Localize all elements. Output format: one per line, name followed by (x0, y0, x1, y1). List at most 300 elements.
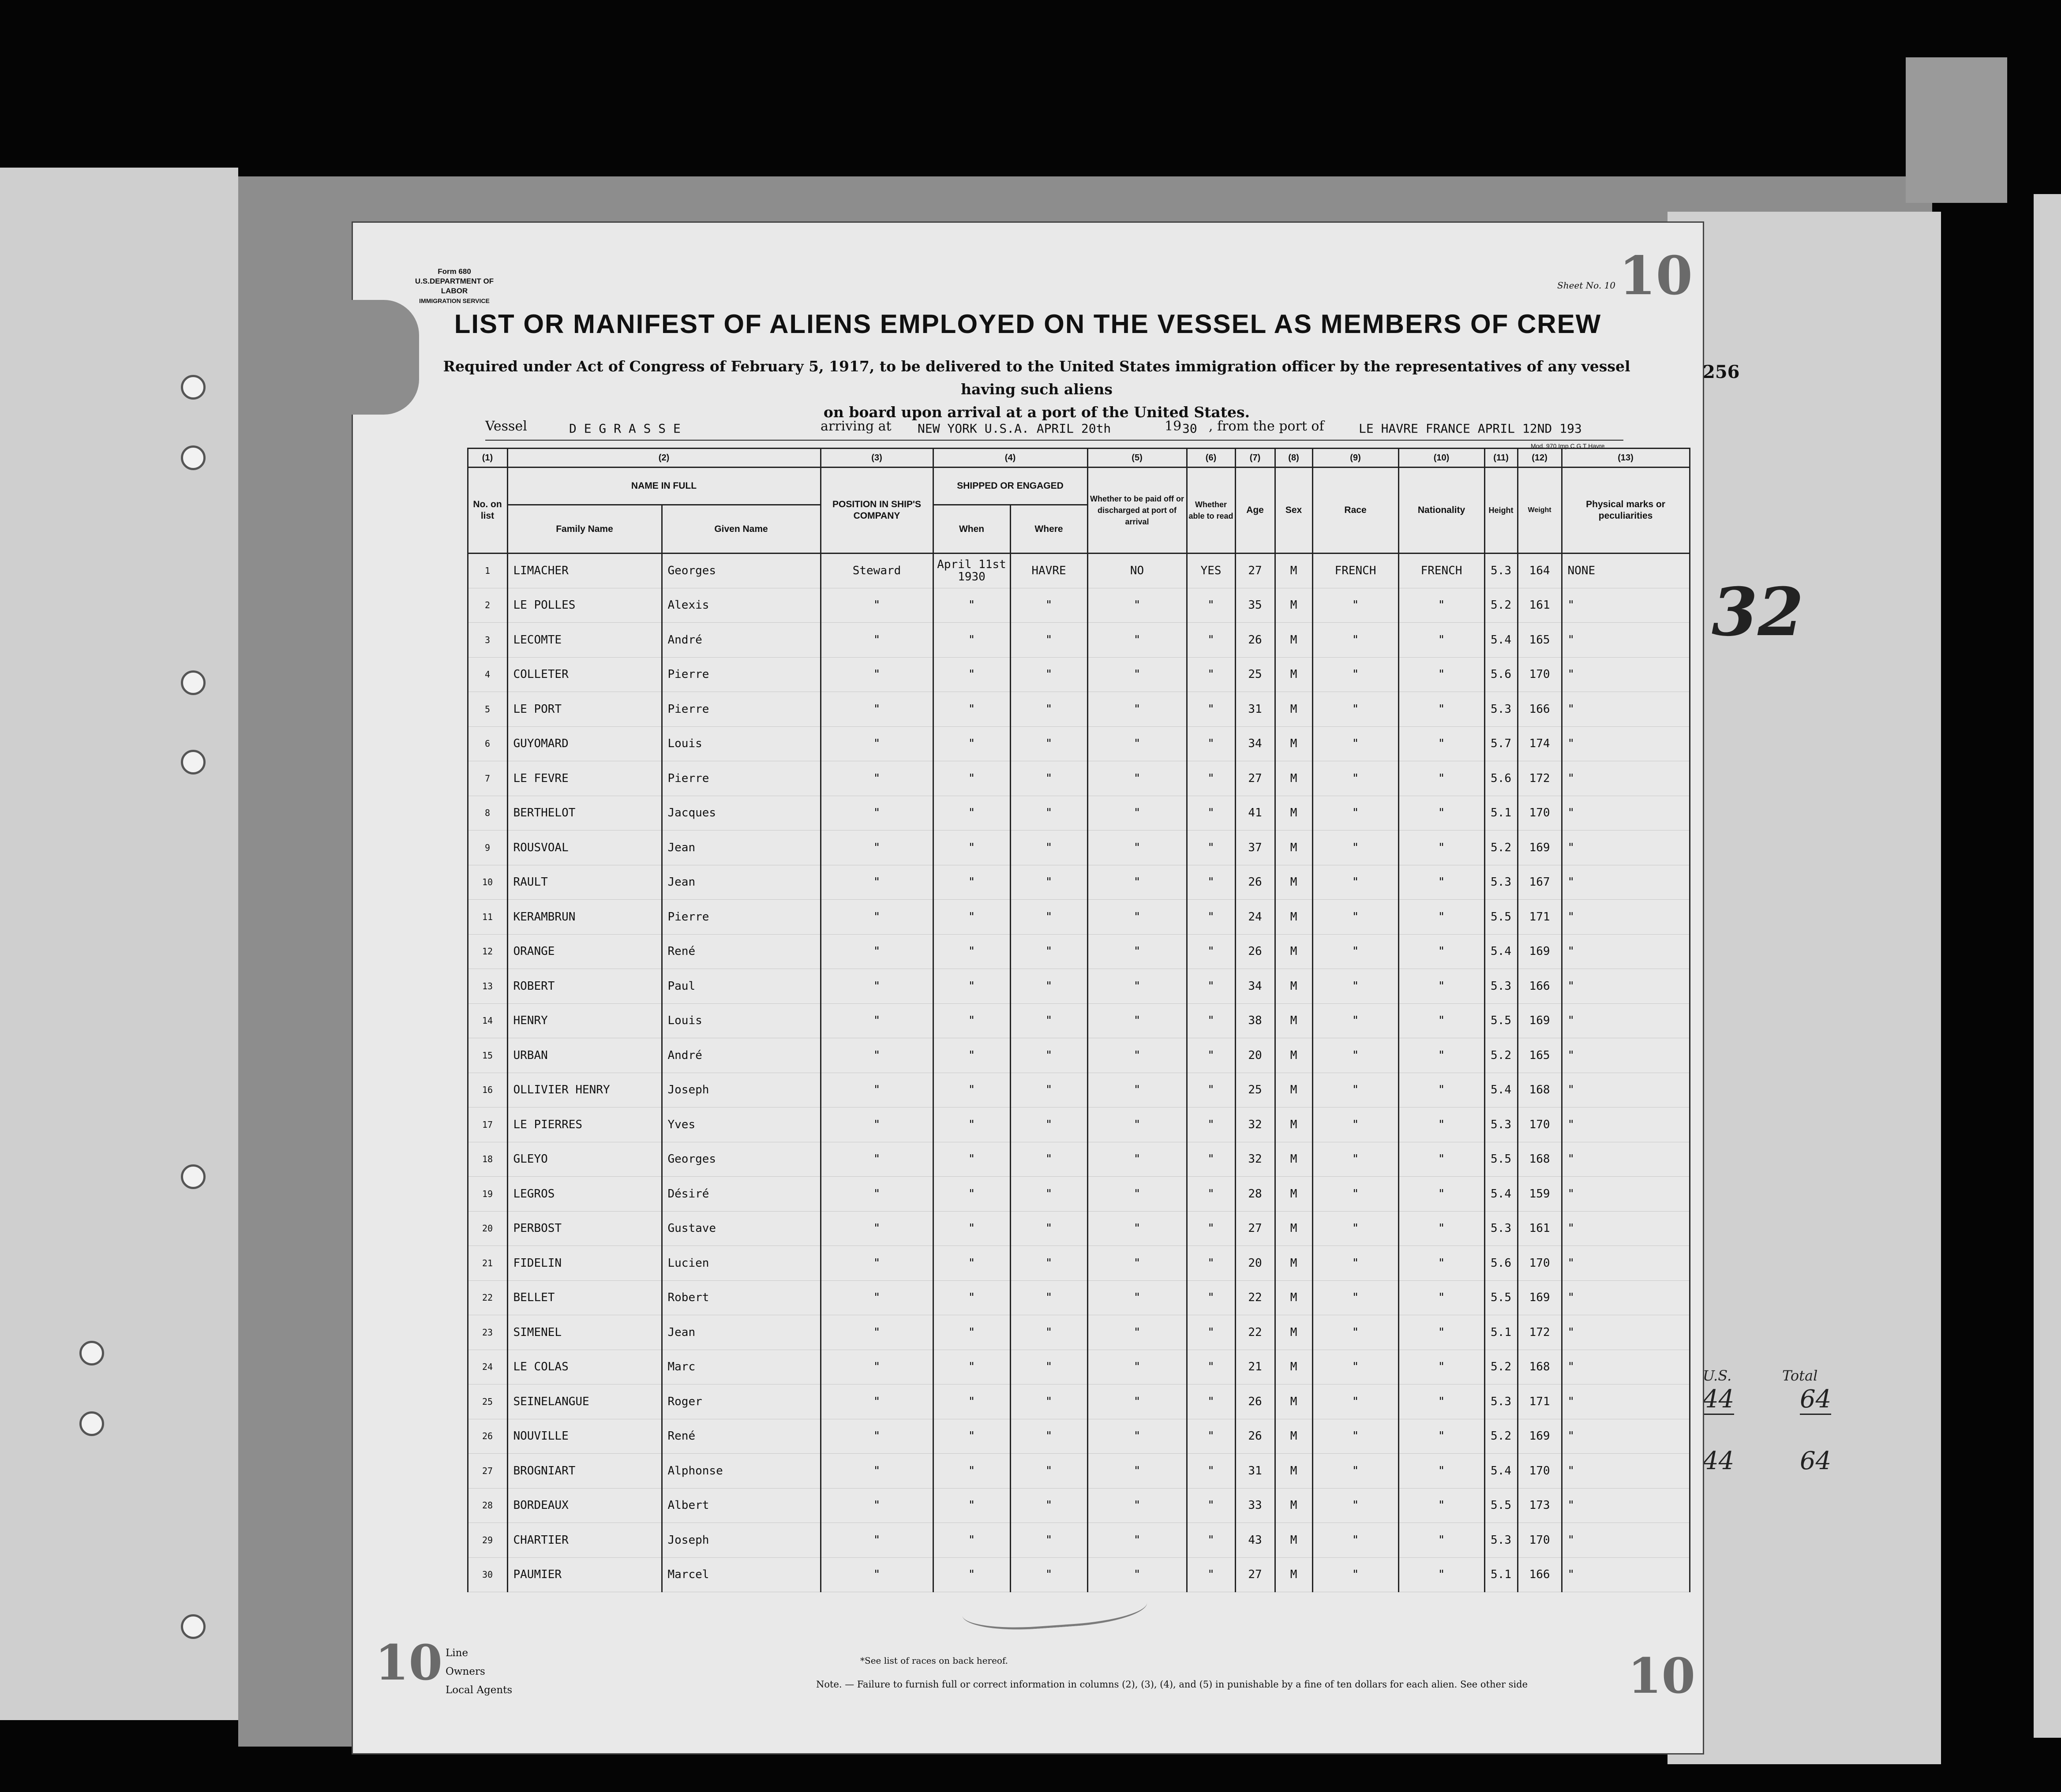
table-row (379, 1454, 1690, 1489)
background-strip (1906, 57, 2007, 203)
row-number: 25 (468, 1384, 507, 1419)
family-name: URBAN (507, 1038, 662, 1073)
sex: M (1275, 692, 1312, 727)
shipped-where: " (1010, 1211, 1087, 1246)
position: " (821, 1488, 933, 1523)
col-num: (13) (1562, 449, 1690, 468)
shipped-when: " (933, 657, 1010, 692)
fine-note: Note. — Failure to furnish full or correct information in columns (2), (3), (4), and (5) in punishable by a fine of ten dollars for each alien. See other side (816, 1679, 1528, 1690)
height: 5.5 (1484, 900, 1518, 935)
blank-margin-cell (379, 1003, 468, 1038)
row-number: 26 (468, 1419, 507, 1454)
table-row (379, 1038, 1690, 1073)
position: " (821, 761, 933, 796)
weight: 170 (1518, 1107, 1562, 1142)
nationality: " (1398, 1107, 1484, 1142)
blank-margin-cell (379, 1280, 468, 1315)
race: " (1312, 796, 1398, 831)
shipped-when: " (933, 865, 1010, 900)
weight: 170 (1518, 1454, 1562, 1489)
sex: M (1275, 623, 1312, 658)
stamp-number: 256 (1703, 362, 1740, 382)
able-to-read: YES (1187, 554, 1235, 588)
shipped-where: " (1010, 623, 1087, 658)
weight: 168 (1518, 1142, 1562, 1177)
sex: M (1275, 1211, 1312, 1246)
shipped-where: " (1010, 1488, 1087, 1523)
position: " (821, 1384, 933, 1419)
weight: 169 (1518, 934, 1562, 969)
able-to-read: " (1187, 1315, 1235, 1350)
able-to-read: " (1187, 726, 1235, 761)
physical-marks: " (1562, 726, 1690, 761)
total-count-2: 64 (1800, 1447, 1832, 1475)
blank-margin-cell (379, 1454, 468, 1489)
crew-manifest-table (379, 448, 1690, 1592)
height: 5.2 (1484, 831, 1518, 865)
nationality: " (1398, 1038, 1484, 1073)
physical-marks: " (1562, 934, 1690, 969)
weight: 172 (1518, 1315, 1562, 1350)
shipped-where: " (1010, 1523, 1087, 1558)
row-number: 7 (468, 761, 507, 796)
table-row (379, 1384, 1690, 1419)
race: " (1312, 831, 1398, 865)
position: " (821, 1350, 933, 1384)
table-body (379, 554, 1690, 1592)
paid-off: " (1087, 1177, 1187, 1212)
family-name: LE PORT (507, 692, 662, 727)
able-to-read: " (1187, 588, 1235, 623)
nationality: " (1398, 1454, 1484, 1489)
sex: M (1275, 969, 1312, 1004)
height: 5.7 (1484, 726, 1518, 761)
shipped-when: " (933, 934, 1010, 969)
row-number: 16 (468, 1073, 507, 1107)
height: 5.3 (1484, 692, 1518, 727)
sex: M (1275, 761, 1312, 796)
height: 5.5 (1484, 1280, 1518, 1315)
family-name: BORDEAUX (507, 1488, 662, 1523)
shipped-where: " (1010, 969, 1087, 1004)
shipped-where: " (1010, 657, 1087, 692)
family-name: PERBOST (507, 1211, 662, 1246)
blank-margin-column (379, 449, 468, 554)
shipped-where: " (1010, 1177, 1087, 1212)
total-label: Total (1782, 1367, 1818, 1384)
race: " (1312, 726, 1398, 761)
family-name: OLLIVIER HENRY (507, 1073, 662, 1107)
physical-marks: " (1562, 1211, 1690, 1246)
printer-note: Mod. 970 Imp C G T Havre (1531, 442, 1605, 449)
race: " (1312, 900, 1398, 935)
given-name: Jean (662, 831, 821, 865)
family-name: COLLETER (507, 657, 662, 692)
nationality: " (1398, 1523, 1484, 1558)
height: 5.1 (1484, 796, 1518, 831)
paid-off: " (1087, 1211, 1187, 1246)
row-number: 23 (468, 1315, 507, 1350)
sheet-number-label (1557, 280, 1615, 291)
physical-marks: " (1562, 1454, 1690, 1489)
row-number: 9 (468, 831, 507, 865)
physical-marks: " (1562, 692, 1690, 727)
header-age: Age (1235, 468, 1275, 554)
us-count: 44 (1703, 1385, 1734, 1415)
physical-marks: " (1562, 1003, 1690, 1038)
nationality: " (1398, 1315, 1484, 1350)
col-num: (1) (468, 449, 507, 468)
line-label: Line (446, 1647, 468, 1659)
race: " (1312, 1177, 1398, 1212)
height: 5.2 (1484, 588, 1518, 623)
blank-margin-cell (379, 761, 468, 796)
blank-margin-cell (379, 796, 468, 831)
height: 5.4 (1484, 1073, 1518, 1107)
table-row (379, 588, 1690, 623)
row-number: 28 (468, 1488, 507, 1523)
given-name: Jacques (662, 796, 821, 831)
position: " (821, 900, 933, 935)
race: " (1312, 1315, 1398, 1350)
position: " (821, 1003, 933, 1038)
row-number: 17 (468, 1107, 507, 1142)
height: 5.3 (1484, 554, 1518, 588)
age: 22 (1235, 1315, 1275, 1350)
sex: M (1275, 1073, 1312, 1107)
height: 5.3 (1484, 969, 1518, 1004)
row-number: 24 (468, 1350, 507, 1384)
nationality: " (1398, 796, 1484, 831)
physical-marks: " (1562, 1557, 1690, 1592)
age: 31 (1235, 1454, 1275, 1489)
age: 27 (1235, 761, 1275, 796)
age: 38 (1235, 1003, 1275, 1038)
sheet-number-stamp-bottom: 10 (375, 1634, 443, 1691)
family-name: LIMACHER (507, 554, 662, 588)
blank-margin-cell (379, 1142, 468, 1177)
manifest-page (353, 223, 1703, 1753)
table-row (379, 865, 1690, 900)
family-name: SIMENEL (507, 1315, 662, 1350)
position: " (821, 934, 933, 969)
able-to-read: " (1187, 969, 1235, 1004)
row-number: 19 (468, 1177, 507, 1212)
paid-off: " (1087, 1073, 1187, 1107)
able-to-read: " (1187, 1384, 1235, 1419)
race: " (1312, 1454, 1398, 1489)
shipped-when: " (933, 1557, 1010, 1592)
table-row (379, 1003, 1690, 1038)
nationality: " (1398, 657, 1484, 692)
col-num: (11) (1484, 449, 1518, 468)
physical-marks: " (1562, 761, 1690, 796)
shipped-where: " (1010, 1142, 1087, 1177)
paid-off: NO (1087, 554, 1187, 588)
nationality: " (1398, 1246, 1484, 1281)
weight: 170 (1518, 657, 1562, 692)
position: " (821, 657, 933, 692)
given-name: Georges (662, 554, 821, 588)
sex: M (1275, 1246, 1312, 1281)
nationality: " (1398, 692, 1484, 727)
able-to-read: " (1187, 831, 1235, 865)
binder-hole (181, 1164, 206, 1189)
race: " (1312, 865, 1398, 900)
position: " (821, 623, 933, 658)
race: " (1312, 1038, 1398, 1073)
physical-marks: " (1562, 831, 1690, 865)
race: " (1312, 1523, 1398, 1558)
header-able-to-read: Whether able to read (1187, 468, 1235, 554)
family-name: LECOMTE (507, 623, 662, 658)
race: " (1312, 934, 1398, 969)
shipped-when: " (933, 1003, 1010, 1038)
position: " (821, 1246, 933, 1281)
weight: 168 (1518, 1073, 1562, 1107)
age: 26 (1235, 1419, 1275, 1454)
family-name: CHARTIER (507, 1523, 662, 1558)
binder-hole (181, 375, 206, 400)
family-name: LE PIERRES (507, 1107, 662, 1142)
sex: M (1275, 796, 1312, 831)
age: 25 (1235, 1073, 1275, 1107)
paid-off: " (1087, 692, 1187, 727)
nationality: " (1398, 761, 1484, 796)
race: " (1312, 588, 1398, 623)
header-when: When (933, 505, 1010, 554)
age: 25 (1235, 657, 1275, 692)
nationality: " (1398, 1488, 1484, 1523)
family-name: GUYOMARD (507, 726, 662, 761)
sex: M (1275, 1315, 1312, 1350)
height: 5.3 (1484, 1211, 1518, 1246)
blank-margin-cell (379, 1246, 468, 1281)
binder-hole (181, 670, 206, 695)
given-name: Louis (662, 1003, 821, 1038)
sex: M (1275, 900, 1312, 935)
given-name: Jean (662, 865, 821, 900)
table-row (379, 623, 1690, 658)
given-name: André (662, 623, 821, 658)
shipped-when: " (933, 1384, 1010, 1419)
shipped-where: " (1010, 588, 1087, 623)
table-row (379, 1280, 1690, 1315)
table-row (379, 692, 1690, 727)
row-number: 30 (468, 1557, 507, 1592)
row-number: 29 (468, 1523, 507, 1558)
weight: 161 (1518, 1211, 1562, 1246)
shipped-where: " (1010, 1280, 1087, 1315)
weight: 170 (1518, 1523, 1562, 1558)
given-name: Pierre (662, 761, 821, 796)
family-name: LE POLLES (507, 588, 662, 623)
paid-off: " (1087, 934, 1187, 969)
position: " (821, 831, 933, 865)
shipped-where: HAVRE (1010, 554, 1087, 588)
given-name: Paul (662, 969, 821, 1004)
position: " (821, 1107, 933, 1142)
header-shipped-engaged: SHIPPED OR ENGAGED (933, 468, 1087, 505)
nationality: " (1398, 831, 1484, 865)
header-race: Race (1312, 468, 1398, 554)
header-weight: Weight (1518, 468, 1562, 554)
physical-marks: " (1562, 588, 1690, 623)
nationality: " (1398, 726, 1484, 761)
height: 5.4 (1484, 623, 1518, 658)
position: " (821, 1454, 933, 1489)
race-note: *See list of races on back hereof. (860, 1655, 1008, 1666)
sheet-number-stamp: 10 (1619, 245, 1693, 307)
header-no-on-list: No. on list (468, 468, 507, 554)
table-row (379, 1246, 1690, 1281)
sex: M (1275, 1280, 1312, 1315)
paid-off: " (1087, 1350, 1187, 1384)
age: 24 (1235, 900, 1275, 935)
given-name: Albert (662, 1488, 821, 1523)
shipped-when: " (933, 1073, 1010, 1107)
sex: M (1275, 865, 1312, 900)
table-row (379, 796, 1690, 831)
age: 33 (1235, 1488, 1275, 1523)
given-name: Lucien (662, 1246, 821, 1281)
vessel-label: Vessel (485, 419, 527, 434)
header-position: POSITION IN SHIP'S COMPANY (821, 468, 933, 554)
paid-off: " (1087, 831, 1187, 865)
nationality: " (1398, 1419, 1484, 1454)
paid-off: " (1087, 1557, 1187, 1592)
sheet-value: 10 (1604, 280, 1616, 291)
owners-label: Owners (446, 1666, 485, 1677)
row-number: 1 (468, 554, 507, 588)
shipped-when: " (933, 796, 1010, 831)
given-name: Georges (662, 1142, 821, 1177)
weight: 174 (1518, 726, 1562, 761)
header-sex: Sex (1275, 468, 1312, 554)
sheet-number-stamp-bottom-right: 10 (1628, 1647, 1696, 1704)
paid-off: " (1087, 1038, 1187, 1073)
header-where: Where (1010, 505, 1087, 554)
margin-number: 32 (1712, 573, 1804, 651)
total-count: 64 (1800, 1385, 1831, 1415)
position: " (821, 1419, 933, 1454)
shipped-where: " (1010, 865, 1087, 900)
able-to-read: " (1187, 1211, 1235, 1246)
given-name: Louis (662, 726, 821, 761)
family-name: FIDELIN (507, 1246, 662, 1281)
weight: 169 (1518, 1280, 1562, 1315)
sex: M (1275, 1523, 1312, 1558)
row-number: 2 (468, 588, 507, 623)
family-name: RAULT (507, 865, 662, 900)
shipped-where: " (1010, 1038, 1087, 1073)
service-name: IMMIGRATION SERVICE (419, 297, 490, 304)
blank-margin-cell (379, 831, 468, 865)
table-header (379, 449, 1690, 554)
given-name: Yves (662, 1107, 821, 1142)
table-row (379, 1073, 1690, 1107)
race: " (1312, 1107, 1398, 1142)
table-row (379, 657, 1690, 692)
age: 43 (1235, 1523, 1275, 1558)
given-name: Roger (662, 1384, 821, 1419)
position: " (821, 692, 933, 727)
blank-margin-cell (379, 1384, 468, 1419)
table-row (379, 554, 1690, 588)
arriving-label: arriving at (821, 419, 892, 434)
paid-off: " (1087, 761, 1187, 796)
paid-off: " (1087, 1003, 1187, 1038)
shipped-when: " (933, 1211, 1010, 1246)
blank-margin-cell (379, 692, 468, 727)
paid-off: " (1087, 1107, 1187, 1142)
table-row (379, 831, 1690, 865)
able-to-read: " (1187, 1419, 1235, 1454)
race: " (1312, 1142, 1398, 1177)
able-to-read: " (1187, 692, 1235, 727)
able-to-read: " (1187, 1280, 1235, 1315)
family-name: ROUSVOAL (507, 831, 662, 865)
col-num: (5) (1087, 449, 1187, 468)
sex: M (1275, 1488, 1312, 1523)
row-number: 18 (468, 1142, 507, 1177)
blank-margin-cell (379, 657, 468, 692)
position: " (821, 726, 933, 761)
paid-off: " (1087, 796, 1187, 831)
race: " (1312, 1211, 1398, 1246)
table-row (379, 1315, 1690, 1350)
shipped-where: " (1010, 796, 1087, 831)
sex: M (1275, 1142, 1312, 1177)
family-name: KERAMBRUN (507, 900, 662, 935)
form-number: Form 680 (438, 267, 471, 276)
shipped-when: " (933, 1246, 1010, 1281)
weight: 171 (1518, 900, 1562, 935)
header-name-in-full: NAME IN FULL (507, 468, 821, 505)
height: 5.3 (1484, 1523, 1518, 1558)
given-name: André (662, 1038, 821, 1073)
height: 5.3 (1484, 1384, 1518, 1419)
shipped-when: " (933, 900, 1010, 935)
race: " (1312, 623, 1398, 658)
able-to-read: " (1187, 761, 1235, 796)
shipped-where: " (1010, 1384, 1087, 1419)
table-row (379, 1107, 1690, 1142)
position: " (821, 796, 933, 831)
age: 35 (1235, 588, 1275, 623)
height: 5.5 (1484, 1488, 1518, 1523)
family-name: BROGNIART (507, 1454, 662, 1489)
page-subtitle (432, 355, 1641, 424)
given-name: Joseph (662, 1523, 821, 1558)
binder-hole (181, 445, 206, 470)
nationality: " (1398, 1384, 1484, 1419)
given-name: René (662, 1419, 821, 1454)
shipped-where: " (1010, 1419, 1087, 1454)
shipped-when: " (933, 1038, 1010, 1073)
shipped-where: " (1010, 692, 1087, 727)
from-port-label: , from the port of (1209, 419, 1324, 434)
sex: M (1275, 1350, 1312, 1384)
nationality: FRENCH (1398, 554, 1484, 588)
weight: 164 (1518, 554, 1562, 588)
row-number: 11 (468, 900, 507, 935)
nationality: " (1398, 1003, 1484, 1038)
given-name: Pierre (662, 692, 821, 727)
able-to-read: " (1187, 1073, 1235, 1107)
age: 27 (1235, 1557, 1275, 1592)
height: 5.6 (1484, 761, 1518, 796)
